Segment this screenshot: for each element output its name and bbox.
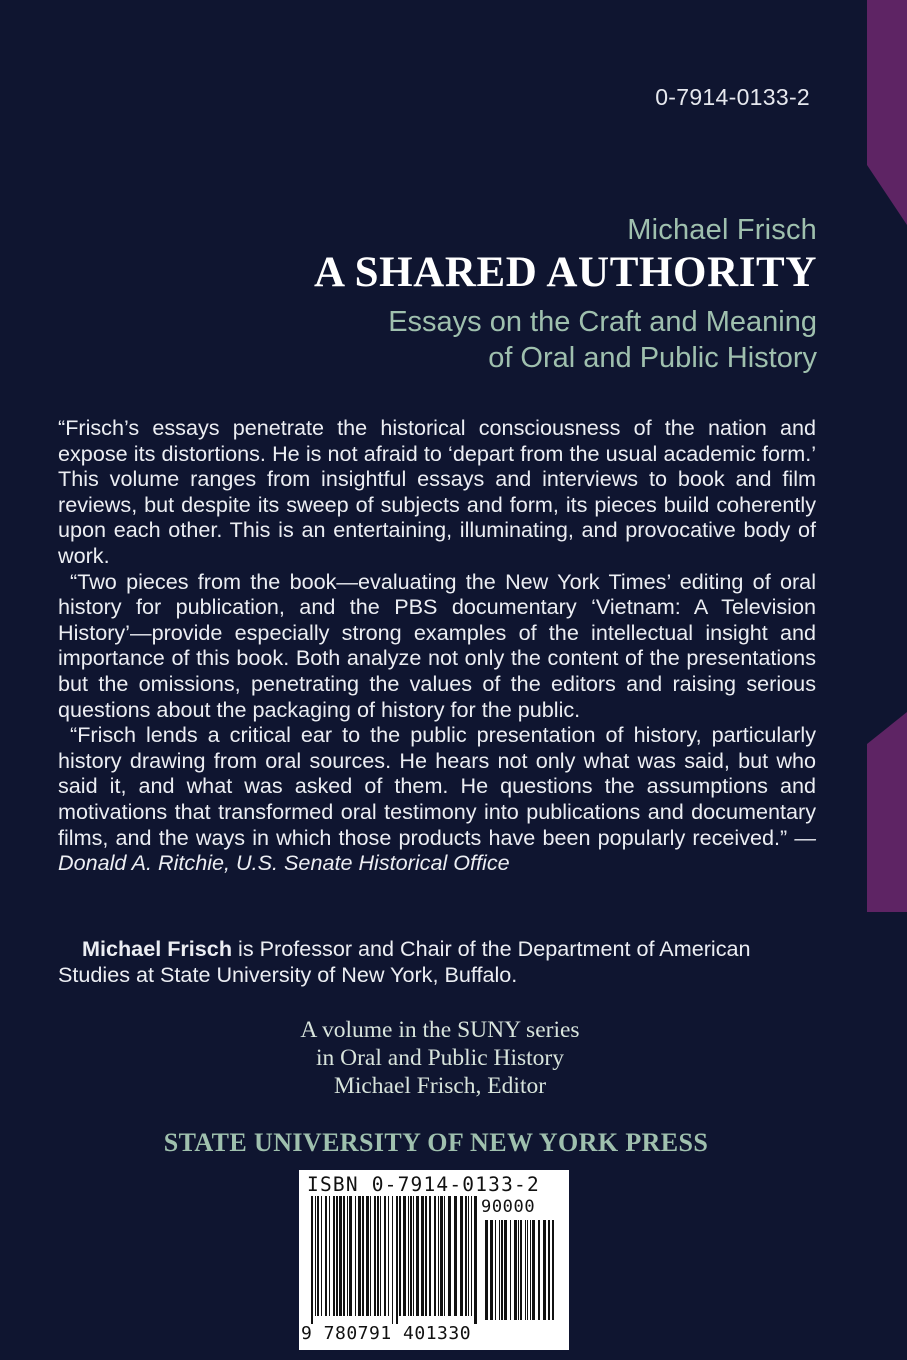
barcode-bar [468,1196,469,1316]
barcode-bar [421,1196,424,1316]
barcode-bar [510,1220,511,1320]
barcode-bar [543,1220,546,1320]
barcode-bar [349,1196,352,1316]
blurb-paragraph-3 [58,722,816,876]
barcode-bar [333,1196,335,1316]
barcode-bar [329,1196,330,1316]
barcode-bar [410,1196,412,1316]
barcode-bar [374,1196,376,1316]
barcode-bar [425,1196,427,1316]
barcode-bar [532,1220,535,1320]
barcode-bar [380,1196,381,1316]
barcode-bar [347,1196,348,1316]
book-title: A SHARED AUTHORITY [313,249,817,296]
series-line-3: Michael Frisch, Editor [333,1073,547,1099]
ean-barcode [311,1196,477,1324]
series-note [0,1016,880,1100]
barcode-bar [413,1196,414,1316]
blurb-attribution: —Donald A. Ritchie, U.S. Senate Historical Office [58,824,816,876]
barcode-bar [552,1220,554,1320]
barcode-bar [396,1196,398,1324]
barcode-bar [384,1196,386,1316]
publisher-name: STATE UNIVERSITY OF NEW YORK PRESS [163,1128,709,1157]
bio-author-name: Michael Frisch [82,936,233,961]
subtitle-line-1: Essays on the Craft and Meaning [388,306,817,338]
barcode-box [299,1170,569,1350]
series-line-1: A volume in the SUNY series [300,1017,580,1043]
barcode-bar [520,1220,522,1320]
barcode-bar [311,1196,313,1324]
barcode-bar [370,1196,371,1316]
barcode-bar [444,1196,445,1316]
review-blurb [58,415,816,876]
barcode-bar [315,1196,316,1316]
barcode-bar [514,1220,517,1320]
barcode-bar [388,1196,389,1316]
barcode-bar [465,1196,467,1316]
author-name: Michael Frisch [627,214,817,246]
barcode-bar [317,1196,319,1316]
barcode-bar [392,1196,393,1324]
barcode-bar [525,1220,526,1320]
barcode-bar [495,1220,496,1320]
barcode-bar [429,1196,431,1316]
barcode-bar [454,1196,457,1316]
barcode-bar [358,1196,361,1316]
barcode-bar [416,1196,419,1316]
blurb-paragraph-1: “Frisch’s essays penetrate the historical consciousness of the nation and expose its distortions. He is not afraid to ‘depart from the usual academic form.’ This volume ranges from insightful essays and interviews to book and film reviews, but despite its sweep of subjects and form, its pieces build coherently upon each other. This is an entertaining, illuminating, and provocative body of work. [58,415,816,568]
subtitle-line-2: of Oral and Public History [488,342,817,374]
author-bio [58,936,816,987]
ean-digits: 9 780791 401330 [301,1323,472,1344]
barcode-bar [440,1196,443,1316]
barcode-bar [403,1196,406,1316]
barcode-bar [366,1196,369,1316]
barcode-bar [399,1196,401,1316]
barcode-bar [538,1220,540,1320]
barcode-bar [377,1196,379,1316]
bio-text: is Professor and Chair of the Department of American Studies at State University of New York, Buffalo. [58,936,751,987]
price-barcode [485,1220,557,1320]
barcode-bar [355,1196,356,1316]
barcode-bar [408,1196,409,1316]
blurb-paragraph-3-text: “Frisch lends a critical ear to the public presentation of history, particularly history drawing from oral sources. He hears not only what was said, but who said it, and what was asked of them. He questions the assumptions and motivations that transformed oral testimony into publications and documentary films, and the ways in which those products have been popularly received.” [58,722,816,850]
barcode-bar [438,1196,439,1316]
barcode-bar [336,1196,338,1316]
isbn-top: 0-7914-0133-2 [655,84,810,110]
barcode-bar [460,1196,463,1316]
purple-tab-middle [867,712,907,912]
barcode-bar [527,1220,528,1320]
blurb-paragraph-2: “Two pieces from the book—evaluating the New York Times’ editing of oral history for publication, and the PBS documentary ‘Vietnam: A Television History’—provide especially strong examples of the intellectual insight and importance of this book. Both analyze not only the content of the presentations but the omissions, penetrating the values of the editors and raising serious questions about the packaging of history for the public. [58,568,816,722]
barcode-bar [434,1196,436,1316]
barcode-bar [362,1196,364,1316]
price-code: 90000 [481,1197,536,1217]
barcode-bar [501,1220,503,1320]
barcode-bar [518,1220,519,1320]
barcode-bar [339,1196,342,1316]
barcode-bar [474,1196,477,1324]
barcode-bar [321,1196,322,1316]
barcode-bar [343,1196,345,1316]
barcode-bar [471,1196,472,1316]
series-line-2: in Oral and Public History [315,1045,565,1071]
barcode-bar [504,1220,507,1320]
barcode-isbn-label: ISBN 0-7914-0133-2 [307,1173,540,1196]
barcode-bar [485,1220,488,1320]
barcode-bar [325,1196,327,1316]
barcode-bar [499,1220,500,1320]
barcode-bar [490,1220,493,1320]
purple-tab-top [867,0,907,225]
barcode-bar [530,1220,531,1320]
barcode-bar [448,1196,451,1316]
book-subtitle [388,304,817,376]
barcode-bar [548,1220,550,1320]
